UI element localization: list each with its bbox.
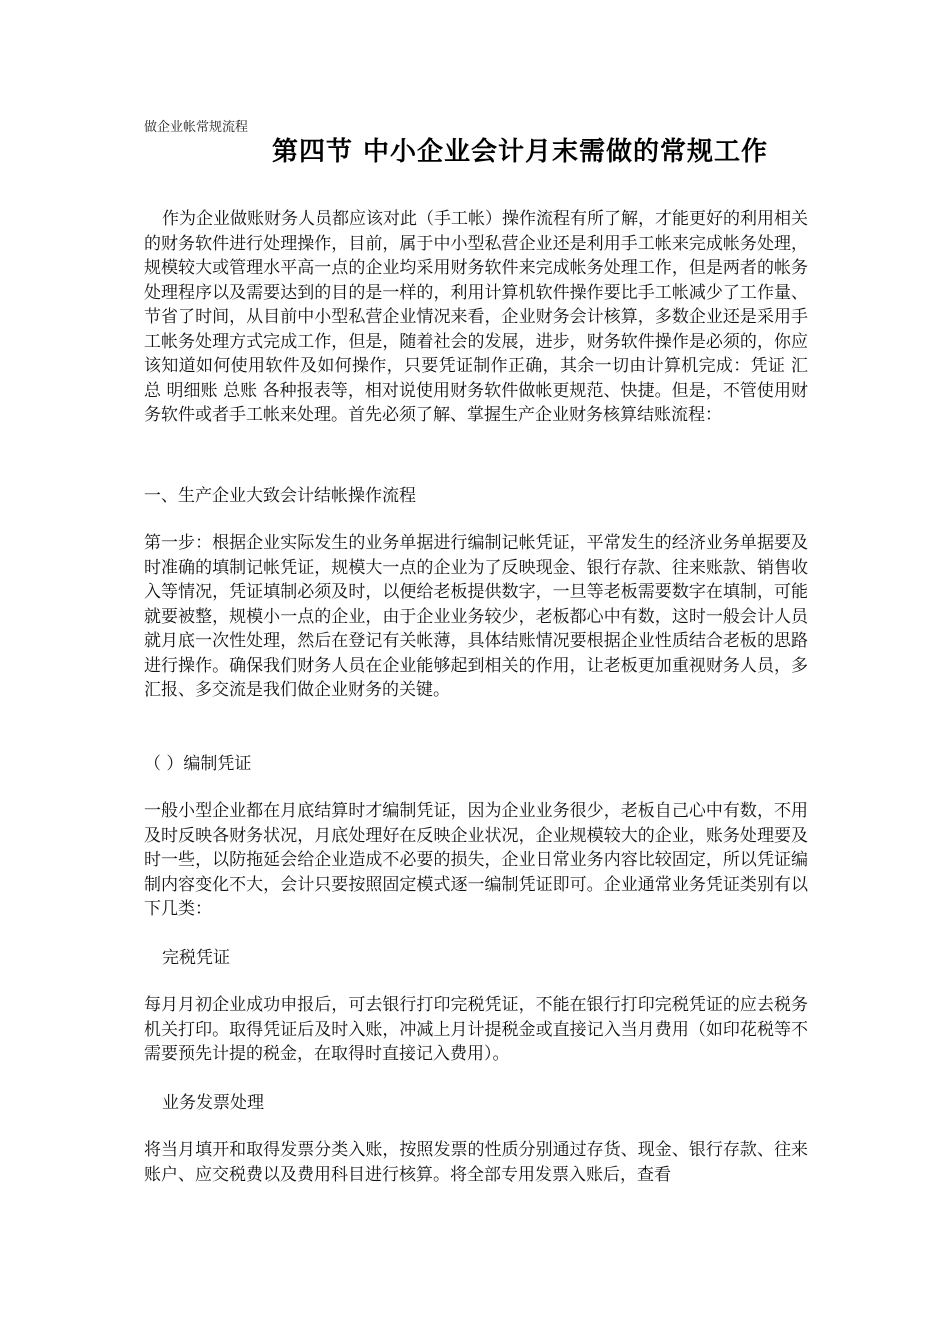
header-note: 做企业帐常规流程 (144, 120, 249, 135)
tax-voucher-heading: 完税凭证 (162, 948, 230, 968)
voucher-paragraph: 一般小型企业都在月底结算时才编制凭证，因为企业业务很少，老板自己心中有数，不用及时反映各财务状况，月底处理好在反映企业状况，企业规模较大的企业，账务处理要及时一些，以防拖延会给企业造成不必要的损失，企业日常业务内容比较固定，所以凭证编制内容变化不大，会计只要按照固定模式逐一编制凭证即可。企业通常业务凭证类别有以下几类： (144, 801, 808, 919)
step-one-paragraph: 第一步：根据企业实际发生的业务单据进行编制记帐凭证，平常发生的经济业务单据要及时准确的填制记帐凭证，规模大一点的企业为了反映现金、银行存款、往来账款、销售收入等情况，凭证填制必须及时，以便给老板提供数字，一旦等老板需要数字在填制，可能就要被整，规模小一点的企业，由于企业业务较少，老板都心中有数，这时一般会计人员就月底一次性处理，然后在登记有关帐薄，具体结账情况要根据企业性质结合老板的思路进行操作。确保我们财务人员在企业能够起到相关的作用，让老板更加重视财务人员，多汇报、多交流是我们做企业财务的关键。 (144, 533, 808, 700)
invoice-heading: 业务发票处理 (162, 1093, 264, 1113)
section-heading: 一、生产企业大致会计结帐操作流程 (144, 486, 416, 506)
intro-paragraph: 作为企业做账财务人员都应该对此（手工帐）操作流程有所了解，才能更好的利用相关的财务软件进行处理操作，目前，属于中小型私营企业还是利用手工帐来完成帐务处理，规模较大或管理水平高一点的企业均采用财务软件来完成帐务处理工作，但是两者的帐务处理程序以及需要达到的目的是一样的，利用计算机软件操作要比手工帐减少了工作量、节省了时间，从目前中小型私营企业情况来看，企业财务会计核算，多数企业还是采用手工帐务处理方式完成工作，但是，随着社会的发展，进步，财务软件操作是必须的，你应该知道如何使用软件及如何操作，只要凭证制作正确，其余一切由计算机完成：凭证 汇总 明细账 总账 各种报表等，相对说使用财务软件做帐更规范、快捷。但是，不管使用财务软件或者手工帐来处理。首先必须了解、掌握生产企业财务核算结账流程： (144, 209, 808, 425)
subsection-heading: （ ）编制凭证 (144, 754, 252, 774)
page-title: 第四节 中小企业会计月末需做的常规工作 (272, 137, 769, 167)
invoice-paragraph: 将当月填开和取得发票分类入账，按照发票的性质分别通过存货、现金、银行存款、往来账户、应交税费以及费用科目进行核算。将全部专用发票入账后，查看 (144, 1140, 808, 1185)
tax-voucher-paragraph: 每月月初企业成功申报后，可去银行打印完税凭证，不能在银行打印完税凭证的应去税务机关打印。取得凭证后及时入账，冲减上月计提税金或直接记入当月费用（如印花税等不需要预先计提的税金，在取得时直接记入费用）。 (144, 995, 808, 1064)
